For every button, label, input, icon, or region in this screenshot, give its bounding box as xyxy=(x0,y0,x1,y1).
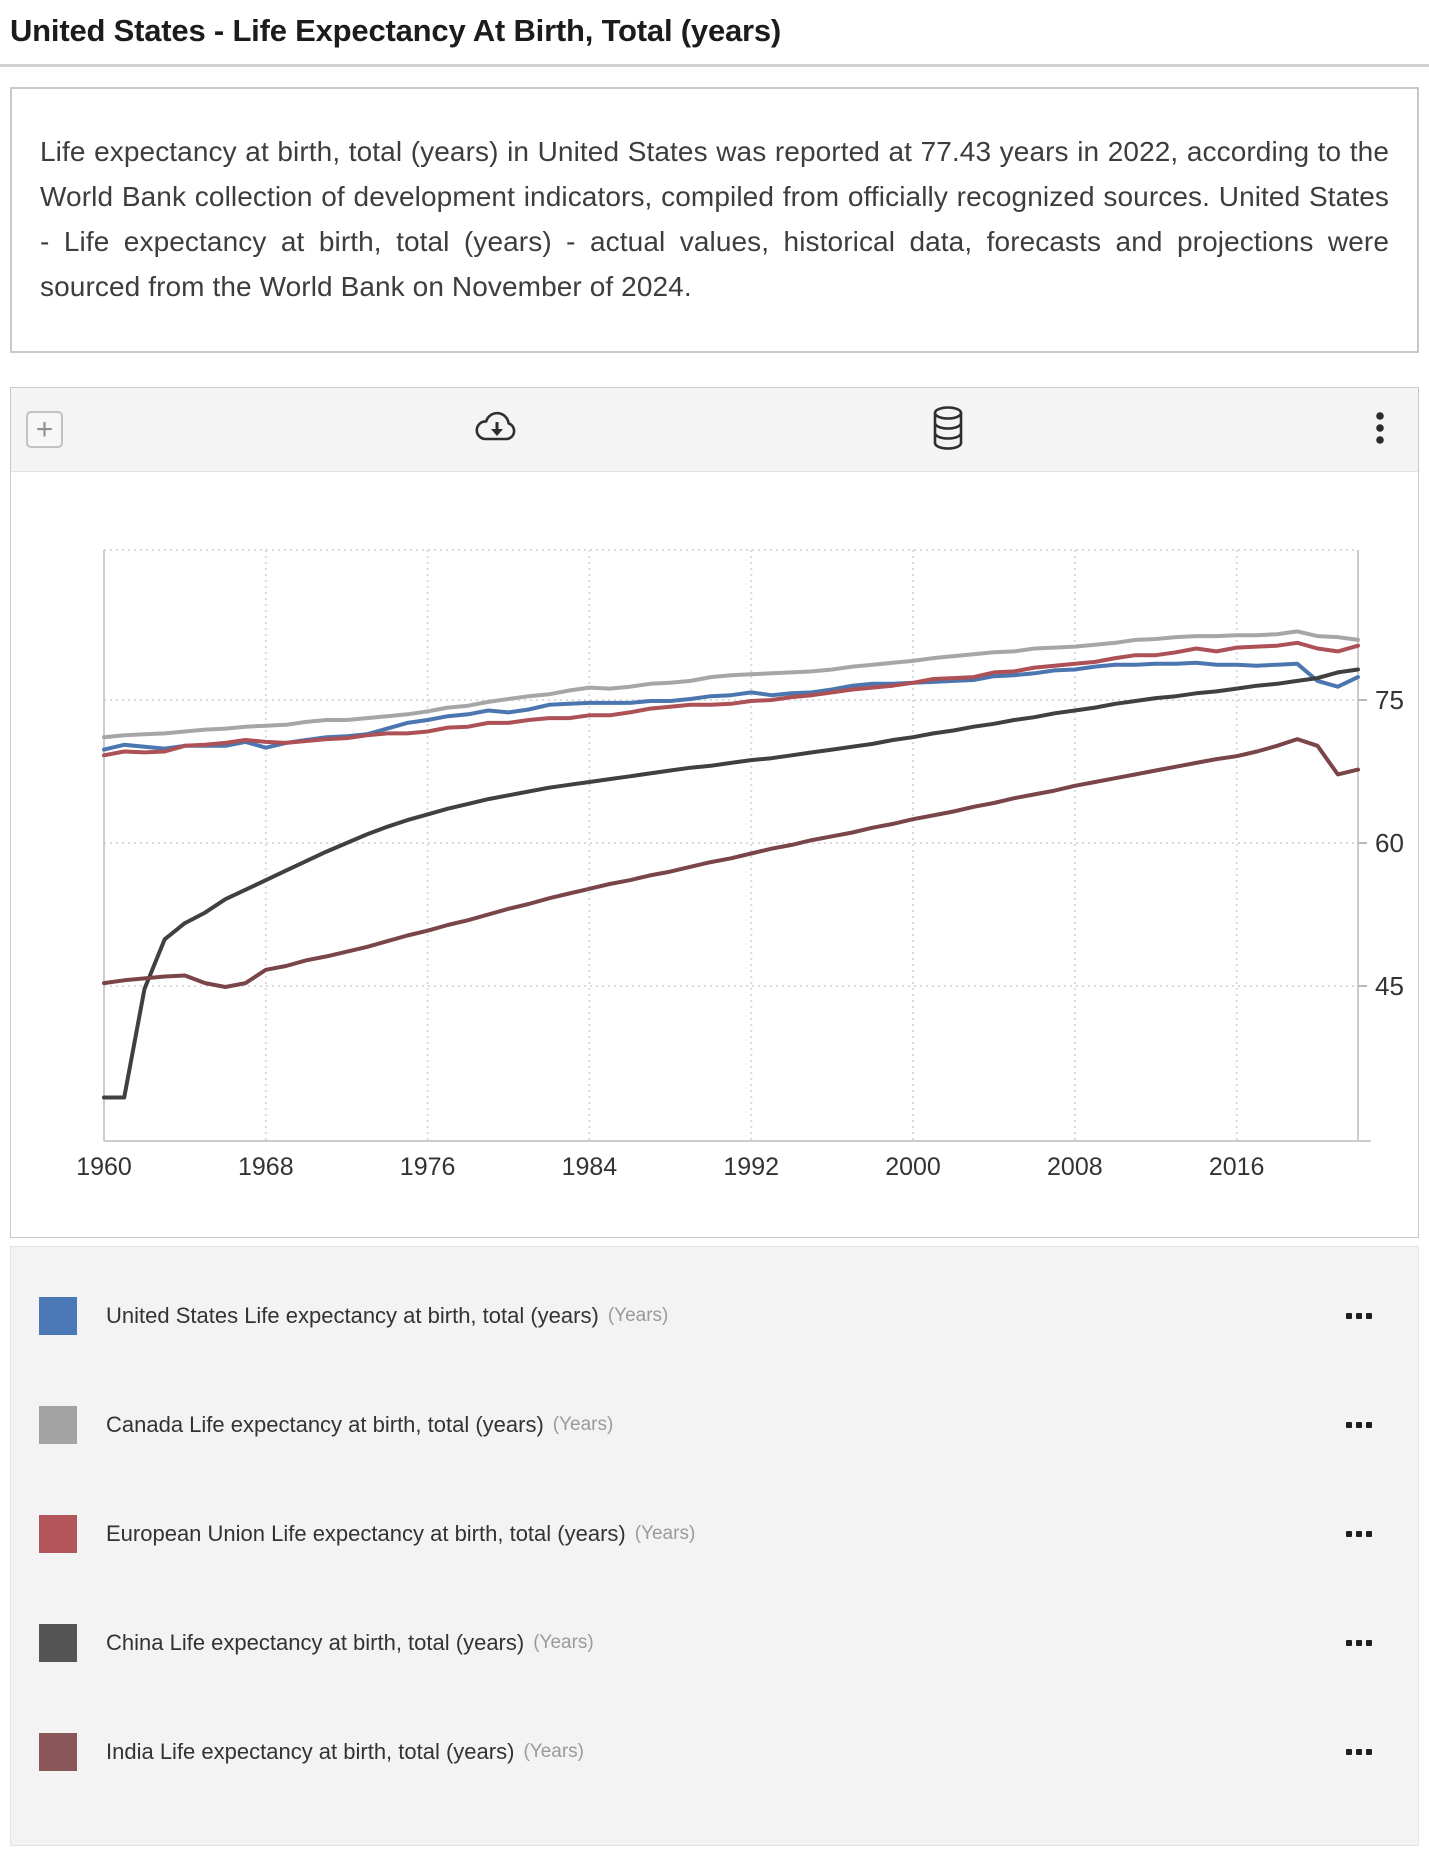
x-tick-label: 1960 xyxy=(76,1153,132,1181)
legend-label: European Union Life expectancy at birth, total (years) xyxy=(106,1521,626,1546)
legend-swatch xyxy=(39,1733,77,1771)
legend-label: United States Life expectancy at birth, total (years) xyxy=(106,1303,599,1328)
x-tick-label: 1968 xyxy=(237,1153,294,1181)
page-title: United States - Life Expectancy At Birth, Total (years) xyxy=(10,13,782,48)
chart-card xyxy=(10,387,1419,1238)
legend-item-menu[interactable] xyxy=(1344,1307,1374,1325)
plus-icon: + xyxy=(35,412,54,446)
ellipsis-icon xyxy=(1346,1422,1352,1428)
legend-swatch xyxy=(39,1297,77,1335)
cloud-download-icon xyxy=(472,408,520,451)
data-source-button[interactable] xyxy=(930,405,966,454)
legend-item-menu[interactable] xyxy=(1344,1743,1374,1761)
ellipsis-icon xyxy=(1346,1531,1352,1537)
x-tick-label: 1984 xyxy=(561,1153,618,1181)
legend-item-india xyxy=(39,1733,1374,1771)
chart-plot-area[interactable] xyxy=(11,472,1418,1237)
download-button[interactable] xyxy=(472,408,520,451)
description-box xyxy=(10,87,1419,353)
legend-item-menu[interactable] xyxy=(1344,1634,1374,1652)
legend-swatch xyxy=(39,1624,77,1662)
x-tick-label: 1992 xyxy=(723,1153,780,1181)
legend-item-menu[interactable] xyxy=(1344,1416,1374,1434)
legend-label: Canada Life expectancy at birth, total (years) xyxy=(106,1412,544,1437)
legend-label: India Life expectancy at birth, total (years) xyxy=(106,1739,515,1764)
y-tick-label: 45 xyxy=(1375,970,1404,1001)
line-chart[interactable] xyxy=(11,472,1418,1237)
y-tick-label: 60 xyxy=(1375,827,1404,858)
chart-toolbar xyxy=(11,388,1418,472)
kebab-menu-icon xyxy=(1375,411,1385,448)
legend-item-menu[interactable] xyxy=(1344,1525,1374,1543)
zoom-in-button[interactable] xyxy=(26,411,63,448)
y-tick-label: 75 xyxy=(1375,685,1404,715)
series-line-canada xyxy=(104,631,1358,737)
ellipsis-icon xyxy=(1346,1313,1352,1319)
legend-swatch xyxy=(39,1406,77,1444)
x-tick-label: 1976 xyxy=(399,1153,456,1181)
legend-item-european-union xyxy=(39,1515,1374,1553)
legend-unit: (Years) xyxy=(552,1414,614,1435)
legend-panel xyxy=(10,1246,1419,1846)
legend-unit: (Years) xyxy=(523,1741,584,1762)
page-header xyxy=(0,0,1429,67)
database-icon xyxy=(930,405,966,454)
ellipsis-icon xyxy=(1346,1749,1352,1755)
legend-unit: (Years) xyxy=(607,1305,669,1326)
series-line-european xyxy=(104,643,1358,756)
legend-unit: (Years) xyxy=(634,1523,696,1544)
chart-menu-button[interactable] xyxy=(1375,411,1385,448)
x-tick-label: 2016 xyxy=(1208,1153,1265,1181)
x-tick-label: 2008 xyxy=(1047,1153,1103,1181)
x-tick-label: 2000 xyxy=(885,1153,941,1181)
legend-item-china xyxy=(39,1624,1374,1662)
legend-swatch xyxy=(39,1515,77,1553)
legend-item-canada xyxy=(39,1406,1374,1444)
description-text: Life expectancy at birth, total (years) in United States was reported at 77.43 years in 2022, according to the World Bank collection of development indicators, compiled from officially recognized sources. United States - Life expectancy at birth, total (years) - actual values, historical data, forecasts and projections were sourced from the World Bank on November of 2024. xyxy=(40,136,1389,302)
legend-unit: (Years) xyxy=(533,1632,594,1653)
series-line-india xyxy=(104,739,1358,987)
legend-item-united-states xyxy=(39,1297,1374,1335)
series-line-china xyxy=(104,670,1358,1098)
ellipsis-icon xyxy=(1346,1640,1352,1646)
legend-label: China Life expectancy at birth, total (years) xyxy=(106,1630,525,1655)
